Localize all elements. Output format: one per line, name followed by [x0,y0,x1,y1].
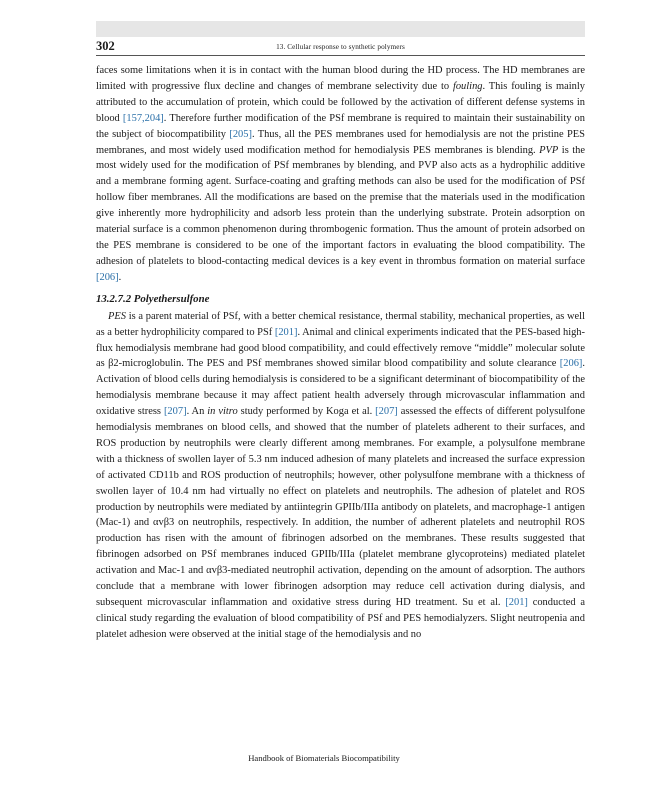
section-heading: 13.2.7.2 Polyethersulfone [96,292,210,305]
text-run: assessed the effects of different polysulfone hemodialysis membranes on blood cells, and showed that the number of platelets adherent to their surfaces, and ROS production by neutrophils were clearly different among membranes. For example, a polysulfone membrane with a thickness of swollen layer of 5.3 nm induced adhesion of many platelets and increased the surface expression of activated CD11b and ROS production of neutrophils; however, other polysulfone membrane with a thickness of swollen layer of 10.4 nm had virtually no effect on platelets and neutrophils. The adhesion of platelet and ROS production by neutrophils were mediated by antiintegrin GPIIb/IIIa antibody on platelets, and macrophage-1 antigen (Mac-1) and αvβ3 on neutrophils, respectively. In addition, the number of adherent platelets and neutrophil ROS production has risen with the amount of fibrinogen adsorbed on the membranes. These results suggested that fibrinogen adsorbed on PSf membranes induced GPIIb/IIIa (platelet membrane glycoproteins) mediated platelet activation and Mac-1 and αvβ3-mediated neutrophil activation, depending on the amount of adsorption. The authors conclude that a membrane with lower fibrinogen adsorption may reduce cell activation during dialysis, and subsequent microvascular inflammation and oxidative stress during HD treatment. Su et al. [96,406,585,608]
text-run: is the most widely used for the modification of PSf membranes by blending, and PVP also acts as a hydrophilic additive and a membrane forming agent. Surface-coating and grafting methods can also be used for the modification of PSf hollow fiber membranes. All the modifications are based on the premise that the materials used in the modification give inherently more hydrophilicity and adsorb less protein than the underlying substrate. Protein adsorption on material surface is a common phenomenon during thrombogenic formation. Thus the amount of protein adsorbed on the PES membrane is considered to be one of the important factors in evaluating the blood compatibility. The adhesion of platelets to blood-contacting medical devices is a key event in thrombus formation on material surface [96,144,585,267]
running-header [96,38,585,56]
citation-link[interactable]: [206] [559,358,583,370]
chapter-title: 13. Cellular response to synthetic polymers [276,43,405,51]
text-run: . This fouling is mainly attributed to the accumulation of protein, which could be followed by the activation of different defense systems in blood [96,80,585,124]
text-run: faces some limitations when it is in contact with the human blood during the HD process. The HD membranes are limited with progressive flux decline and changes of membrane selectivity due to [96,65,585,92]
paragraph-1 [96,63,585,286]
text-run: is a parent material of PSf, with a better chemical resistance, thermal stability, mechanical properties, as well as a better hydrophilicity compared to PSf [96,310,585,338]
text-run: . Animal and clinical experiments indicated that the PES-based high-flux hemodialysis membrane had good blood compatibility, and could effectively remove “middle” molecular solute as β2-microglobulin. The PES and PSf membranes showed similar blood compatibility and solute clearance [96,326,586,370]
citation-link[interactable]: [207] [375,406,398,418]
citation-link[interactable]: [201] [274,326,298,338]
italic-term: in vitro [207,406,238,418]
text-run: conducted a clinical study regarding the evaluation of blood compatibility of PSf and PES hemodialyzers. Slight neutropenia and platelet adhesion were observed at the initial stage of the hemodialysis and no [96,597,585,640]
page-number: 302 [96,39,115,53]
text-run: . An [186,406,208,418]
citation-link[interactable]: [207] [163,406,187,418]
citation-link[interactable]: [206] [96,271,119,283]
citation-link[interactable]: [201] [505,597,528,608]
running-footer: Handbook of Biomaterials Biocompatibility [248,753,400,763]
citation-link[interactable]: [157,204] [122,112,164,124]
italic-term: PES [108,310,126,322]
text-run: . Thus, all the PES membranes used for hemodialysis are not the pristine PES membranes, and most widely used modification method for hemodialysis PES membranes is blending. [96,128,585,156]
header-bar [96,21,585,37]
text-run: study performed by Koga et al. [237,406,376,418]
citation-link[interactable]: [205] [229,128,252,140]
paragraph-2 [96,309,585,643]
italic-term: fouling [452,80,483,92]
main-text [96,63,585,643]
text-run: . [118,271,122,283]
italic-term: PVP [539,144,559,156]
text-run: . Activation of blood cells during hemodialysis is considered to be a significant determinant of biocompatibility of the hemodialysis membrane because it may affect patient health adversely through microvascular inflammation and oxidative stress [96,358,585,418]
text-run: . Therefore further modification of the PSf membrane is required to maintain their sustainability on the subject of biocompatibility [96,112,585,140]
